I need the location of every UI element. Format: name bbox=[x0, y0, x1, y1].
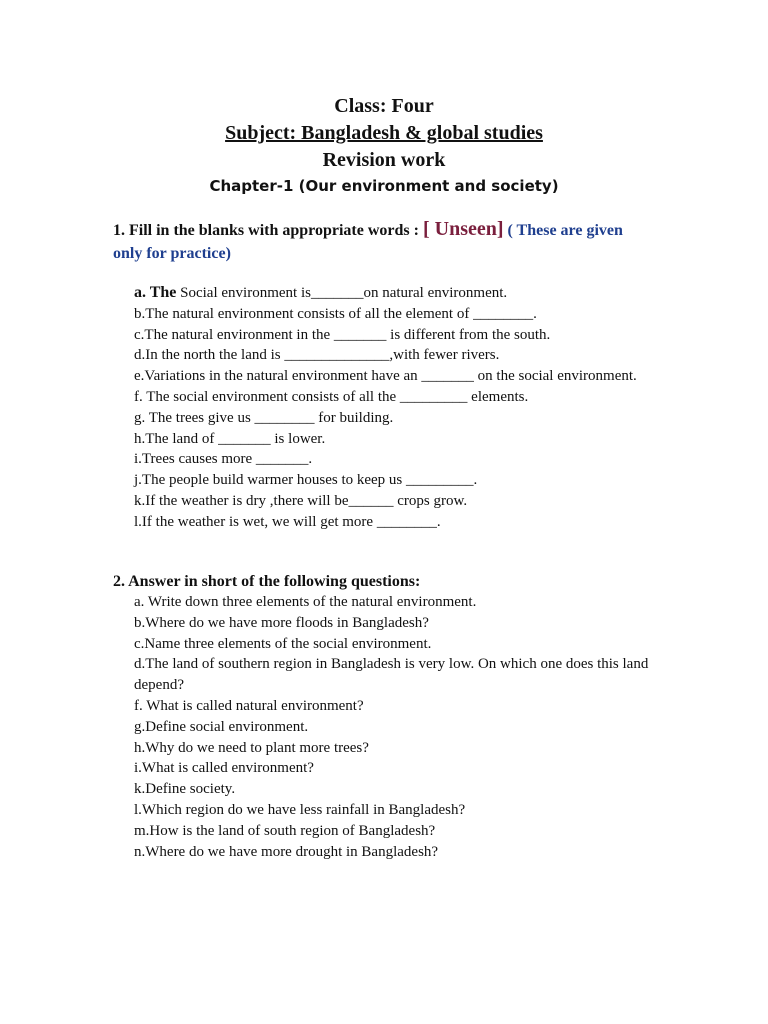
list-item bbox=[134, 283, 677, 304]
subject-title-text: Subject: Bangladesh & global studies bbox=[225, 122, 543, 144]
chapter-title: Chapter-1 (Our environment and society) bbox=[209, 177, 559, 195]
list-item: k.If the weather is dry ,there will be______ crops grow. bbox=[134, 492, 468, 509]
section1-heading-text: 1. Fill in the blanks with appropriate words : bbox=[113, 222, 419, 239]
list-item: a. Write down three elements of the natural environment. bbox=[134, 594, 477, 610]
practice-note: ( These are given only for practice) bbox=[113, 222, 623, 262]
item-a-lead: a. The bbox=[134, 284, 177, 301]
list-item: m.How is the land of south region of Bangladesh? bbox=[134, 822, 436, 839]
section1-heading bbox=[113, 218, 653, 265]
list-item: i.Trees causes more _______. bbox=[134, 451, 313, 468]
list-item: l.If the weather is wet, we will get more ________. bbox=[134, 513, 441, 530]
class-title: Class: Four bbox=[334, 95, 434, 117]
section2-heading: 2. Answer in short of the following questions: bbox=[113, 573, 421, 590]
list-item: f. What is called natural environment? bbox=[134, 697, 364, 714]
list-item: h.Why do we need to plant more trees? bbox=[134, 739, 369, 756]
list-item: k.Define society. bbox=[134, 781, 236, 798]
list-item: g. The trees give us ________ for building. bbox=[134, 409, 394, 426]
list-item: j.The people build warmer houses to keep us _________. bbox=[134, 472, 478, 489]
list-item: b.Where do we have more floods in Bangladesh? bbox=[134, 614, 429, 631]
subject-title bbox=[0, 120, 768, 146]
list-item: c.The natural environment in the _______ is different from the south. bbox=[134, 326, 551, 343]
list-item: g.Define social environment. bbox=[134, 718, 309, 735]
item-a-text: Social environment is_______on natural environment. bbox=[176, 285, 508, 301]
unseen-tag: [ Unseen] bbox=[422, 218, 504, 240]
list-item: c.Name three elements of the social environment. bbox=[134, 635, 432, 652]
list-item: d.In the north the land is ______________,with fewer rivers. bbox=[134, 347, 500, 364]
list-item: e.Variations in the natural environment have an _______ on the social environment. bbox=[134, 368, 637, 385]
list-item: l.Which region do we have less rainfall in Bangladesh? bbox=[134, 801, 466, 818]
list-item: d.The land of southern region in Bangladesh is very low. On which one does this land depend? bbox=[134, 656, 649, 694]
list-item: i.What is called environment? bbox=[134, 760, 314, 777]
list-item: f. The social environment consists of all the _________ elements. bbox=[134, 388, 529, 405]
list-item: n.Where do we have more drought in Bangladesh? bbox=[134, 843, 439, 860]
revision-title: Revision work bbox=[322, 149, 446, 171]
short-answer-list bbox=[134, 592, 679, 862]
list-item: h.The land of _______ is lower. bbox=[134, 430, 326, 447]
fill-blanks-list bbox=[134, 283, 677, 533]
list-item: b.The natural environment consists of all the element of ________. bbox=[134, 305, 537, 322]
